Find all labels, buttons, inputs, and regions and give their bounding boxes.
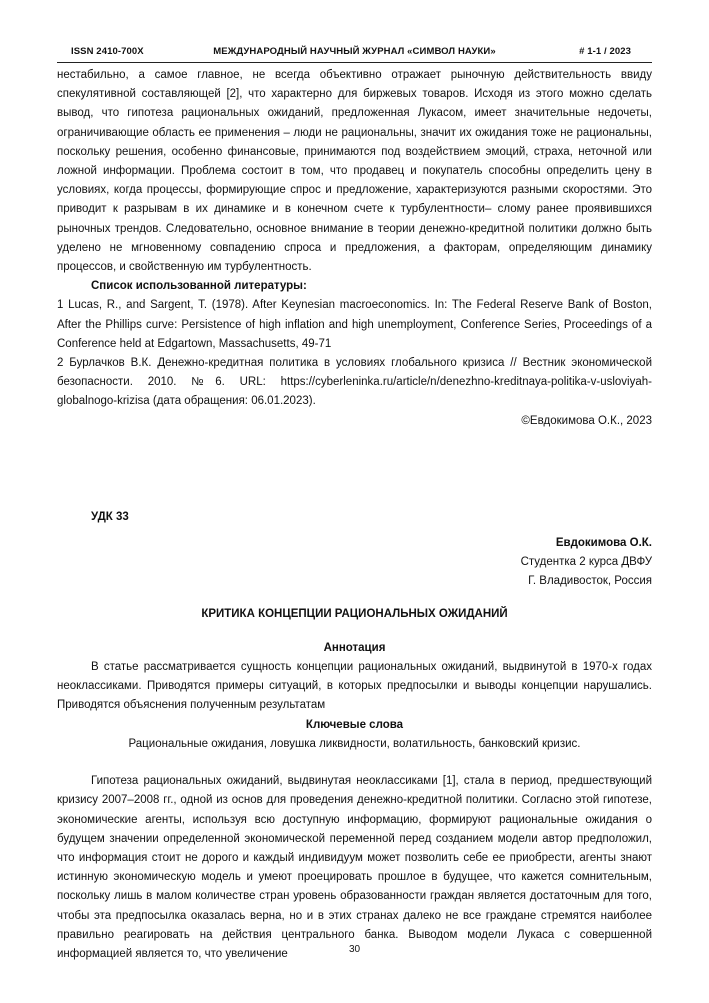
udk-code: УДК 33: [91, 510, 129, 523]
article-body-paragraph: Гипотеза рациональных ожиданий, выдвинутая неоклассиками [1], стала в период, предшествующий кризису 2007–2008 гг., одной из основ для проведения денежно-кредитной политики. Согласно этой гипотезе, экономические агенты, используя всю доступную информацию, формируют рациональные ожидания о будущем значении определенной экономической переменной перед созданием модели автор предположил, что информация стоит не дорого и каждый индивидуум может позволить себе ее приобрести, агенты знают истинную экономическую модель и умеют проецировать прошлое в будущее, что кажется сомнительным, поскольку лишь в малом количестве стран уровень образованности граждан является достаточным для того, чтобы эта предпосылка оказалась верна, но и в этих странах далеко не все граждане стремятся наиболее правильно реагировать на действия центрального банка. Выводом модели Лукаса с совершенной информацией является то, что увеличение: [57, 775, 652, 960]
references-heading: Список использованной литературы:: [91, 280, 307, 293]
copyright-line: ©Евдокимова О.К., 2023: [521, 414, 652, 427]
page-number: 30: [348, 944, 361, 955]
previous-article-continuation: нестабильно, а самое главное, не всегда объективно отражает рыночную действительность ввиду спекулятивной составляющей [2], что характерно для биржевых товаров. Исходя из этого можно сделать вывод, что гипотеза рациональных ожиданий, предложенная Лукасом, имеет значительные недочеты, ограничивающие область ее применения – люди не рациональны, значит их ожидания тоже не рациональны, поскольку решения, особенно финансовые, принимаются под воздействием эмоций, страха, неточной или ложной информации. Проблема состоит в том, что продавец и покупатель способны определить цену в условиях, когда процессы, формирующие спрос и предложение, характеризуются разными скоростями. Это приводит к разрывам в их динамике и в конечном счете к турбулентности– слому ранее проявившихся рыночных трендов. Следовательно, основное внимание в теории денежно-кредитной политики должно быть уделено не мгновенному совпадению спроса и предложения, а факторам, определяющим динамику процессов, и свойственную им турбулентность.: [57, 69, 652, 274]
author-name: Евдокимова О.К.: [555, 537, 652, 550]
article-title: КРИТИКА КОНЦЕПЦИИ РАЦИОНАЛЬНЫХ ОЖИДАНИЙ: [201, 607, 508, 620]
author-position: Студентка 2 курса ДВФУ: [520, 556, 652, 569]
issn-label: ISSN 2410-700X: [71, 46, 144, 57]
author-city: Г. Владивосток, Россия: [528, 575, 652, 588]
keywords-text: Рациональные ожидания, ловушка ликвидности, волатильность, банковский кризис.: [128, 737, 581, 750]
header-divider: [57, 62, 652, 63]
abstract-heading: Аннотация: [323, 641, 386, 654]
reference-item: 2 Бурлачков В.К. Денежно-кредитная политика в условиях глобального кризиса // Вестник экономической безопасности. 2010. №6. URL: https://cyberleninka.ru/article/n/denezhno-kreditnaya-politika-v-usloviyah-globalnogo-krizisa (дата обращения: 06.01.2023).: [57, 357, 652, 408]
abstract-text: В статье рассматривается сущность концепции рациональных ожиданий, выдвинутой в 1970-х годах неоклассиками. Приводятся примеры ситуаций, в которых предпосылки и выводы концепции нарушались. Приводятся объяснения полученным результатам: [57, 661, 652, 712]
issue-number: # 1-1 / 2023: [579, 46, 631, 57]
reference-item: 1 Lucas, R., and Sargent, T. (1978). After Keynesian macroeconomics. In: The Federal Reserve Bank of Boston, After the Phillips curve: Persistence of high inflation and high unemployment, Conference Series, Proceedings of a Conference held at Edgartown, Massachusetts, 49-71: [57, 299, 652, 350]
page-content: [57, 66, 652, 964]
journal-title: МЕЖДУНАРОДНЫЙ НАУЧНЫЙ ЖУРНАЛ «СИМВОЛ НАУКИ»: [213, 46, 496, 57]
page-header: [57, 46, 652, 60]
keywords-heading: Ключевые слова: [305, 718, 404, 731]
